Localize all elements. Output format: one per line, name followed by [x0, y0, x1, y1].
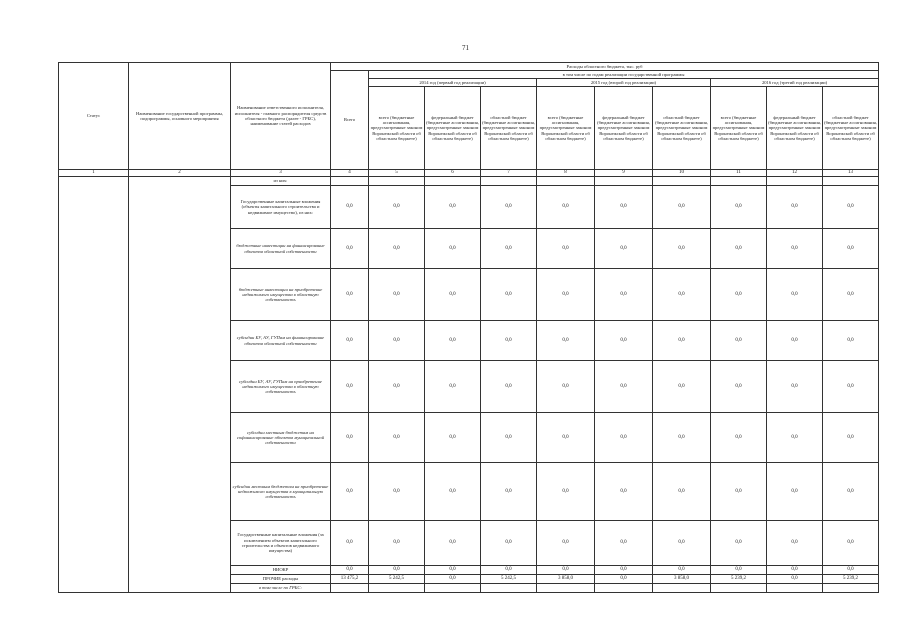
value-cell: 0,0 [767, 361, 823, 413]
value-cell: 0,0 [481, 321, 537, 361]
summary-value: 5 242,5 [369, 575, 425, 584]
value-cell: 0,0 [595, 229, 653, 269]
value-cell: 0,0 [711, 521, 767, 566]
value-cell: 0,0 [595, 413, 653, 463]
summary-value: 0,0 [767, 575, 823, 584]
value-cell: 0,0 [369, 413, 425, 463]
value-cell: 0,0 [481, 229, 537, 269]
value-cell: 0,0 [331, 321, 369, 361]
value-cell: 0,0 [711, 321, 767, 361]
value-cell: 0,0 [711, 361, 767, 413]
value-cell: 0,0 [481, 361, 537, 413]
value-cell: 0,0 [537, 229, 595, 269]
value-cell: 0,0 [425, 186, 481, 229]
header-y2-federal: федеральный бюджет (бюджетные ассигнования, предусмотренные законом Воронежской области об областном бюджете) [595, 87, 653, 170]
header-row-1 [59, 63, 879, 71]
value-cell: 0,0 [767, 463, 823, 521]
value-cell: 0,0 [653, 186, 711, 229]
value-cell: 0,0 [537, 413, 595, 463]
summary-value: 0,0 [653, 566, 711, 575]
value-cell: 0,0 [369, 463, 425, 521]
value-cell: 0,0 [369, 229, 425, 269]
header-y1-federal: федеральный бюджет (бюджетные ассигнования, предусмотренные законом Воронежской области об областном бюджете) [425, 87, 481, 170]
row-label: субсидии БУ, АУ, ГУПам на финансирование объектов областной собственности [231, 321, 331, 361]
summary-value: 5 239,2 [711, 575, 767, 584]
col-number: 6 [425, 170, 481, 177]
summary-label: в том числе по ГРБС: [231, 584, 331, 593]
summary-value: 0,0 [331, 566, 369, 575]
row-label: Государственные капитальные вложения (за исключением объектов капитального строительства и объектов недвижимого имущества) [231, 521, 331, 566]
col-number: 2 [129, 170, 231, 177]
summary-value: 5 242,5 [481, 575, 537, 584]
summary-value: 0,0 [711, 566, 767, 575]
value-cell: 0,0 [331, 413, 369, 463]
value-cell: 0,0 [369, 269, 425, 321]
header-by-years: в том числе по годам реализации государственной программы [369, 71, 879, 79]
summary-value [823, 584, 879, 593]
value-cell: 0,0 [767, 321, 823, 361]
header-year-2016: 2016 год (третий год реализации) [711, 79, 879, 87]
row-label: бюджетные инвестиции на финансирование объектов областной собственности [231, 229, 331, 269]
value-cell: 0,0 [823, 269, 879, 321]
summary-value [767, 584, 823, 593]
value-cell: 0,0 [595, 361, 653, 413]
value-cell: 0,0 [653, 413, 711, 463]
value-cell: 0,0 [823, 413, 879, 463]
value-cell: 0,0 [653, 321, 711, 361]
header-year-2015: 2015 год (второй год реализации) [537, 79, 711, 87]
value-cell: 0,0 [331, 463, 369, 521]
summary-value [369, 584, 425, 593]
value-cell: 0,0 [425, 269, 481, 321]
summary-value: 5 239,2 [823, 575, 879, 584]
value-cell: 0,0 [369, 321, 425, 361]
value-cell: 0,0 [425, 229, 481, 269]
summary-value: 3 858,0 [653, 575, 711, 584]
value-cell: 0,0 [767, 269, 823, 321]
value-cell: 0,0 [369, 186, 425, 229]
header-program-name: Наименование государственной программы, подпрограммы, основного мероприятия [129, 63, 231, 170]
summary-value [537, 584, 595, 593]
summary-label: ПРОЧИЕ расходы [231, 575, 331, 584]
header-status: Статус [59, 63, 129, 170]
col-number: 13 [823, 170, 879, 177]
intro-label: из них: [231, 177, 331, 186]
value-cell: 0,0 [653, 229, 711, 269]
col-number: 3 [231, 170, 331, 177]
summary-value: 0,0 [823, 566, 879, 575]
header-y3-federal: федеральный бюджет (бюджетные ассигнования, предусмотренные законом Воронежской области об областном бюджете) [767, 87, 823, 170]
value-cell: 0,0 [653, 463, 711, 521]
row-label: субсидии БУ, АУ, ГУПам на приобретение недвижимого имущества в областную собственность [231, 361, 331, 413]
value-cell: 0,0 [369, 521, 425, 566]
header-executor: Наименование ответственного исполнителя, исполнителя - главного распорядителя средств областного бюджета (далее - ГРБС), наименование статей расходов [231, 63, 331, 170]
status-cell [59, 177, 129, 593]
value-cell: 0,0 [537, 521, 595, 566]
value-cell: 0,0 [595, 186, 653, 229]
value-cell: 0,0 [537, 463, 595, 521]
summary-value [595, 584, 653, 593]
value-cell: 0,0 [767, 186, 823, 229]
col-number: 12 [767, 170, 823, 177]
value-cell: 0,0 [767, 229, 823, 269]
header-year-2014: 2014 год (первый год реализации) [369, 79, 537, 87]
summary-value: 0,0 [481, 566, 537, 575]
value-cell: 0,0 [823, 361, 879, 413]
header-y1-regional: областной бюджет (бюджетные ассигнования, предусмотренные законом Воронежской области об областном бюджете) [481, 87, 537, 170]
intro-row [59, 177, 879, 186]
header-total: Всего [331, 71, 369, 170]
summary-value [331, 584, 369, 593]
value-cell: 0,0 [767, 521, 823, 566]
header-expenses-title: Расходы областного бюджета, тыс. руб [331, 63, 879, 71]
page-number: 71 [462, 44, 469, 52]
summary-value [425, 584, 481, 593]
summary-value: 13 475,2 [331, 575, 369, 584]
summary-value [711, 584, 767, 593]
value-cell: 0,0 [481, 521, 537, 566]
value-cell: 0,0 [537, 361, 595, 413]
column-numbers-row [59, 170, 879, 177]
value-cell: 0,0 [767, 413, 823, 463]
budget-table [58, 62, 879, 593]
col-number: 8 [537, 170, 595, 177]
summary-value [481, 584, 537, 593]
value-cell: 0,0 [369, 361, 425, 413]
value-cell: 0,0 [823, 521, 879, 566]
summary-value: 0,0 [425, 575, 481, 584]
row-label: субсидии местным бюджетам на приобретение недвижимого имущества в муниципальную собственность [231, 463, 331, 521]
summary-value [653, 584, 711, 593]
value-cell: 0,0 [711, 229, 767, 269]
value-cell: 0,0 [331, 229, 369, 269]
value-cell: 0,0 [331, 186, 369, 229]
program-name-cell [129, 177, 231, 593]
value-cell: 0,0 [425, 321, 481, 361]
summary-value: 0,0 [537, 566, 595, 575]
col-number: 1 [59, 170, 129, 177]
col-number: 4 [331, 170, 369, 177]
value-cell: 0,0 [425, 361, 481, 413]
summary-value: 3 858,0 [537, 575, 595, 584]
value-cell: 0,0 [481, 269, 537, 321]
value-cell: 0,0 [481, 463, 537, 521]
value-cell: 0,0 [711, 413, 767, 463]
row-label: бюджетные инвестиции на приобретение недвижимого имущества в областную собственность [231, 269, 331, 321]
value-cell: 0,0 [331, 361, 369, 413]
header-y2-total: всего (бюджетные ассигнования, предусмотренные законом Воронежской области об областном бюджете) [537, 87, 595, 170]
summary-value: 0,0 [767, 566, 823, 575]
value-cell: 0,0 [595, 321, 653, 361]
value-cell: 0,0 [425, 413, 481, 463]
header-y1-total: всего (бюджетные ассигнования, предусмотренные законом Воронежской области об областном бюджете) [369, 87, 425, 170]
col-number: 9 [595, 170, 653, 177]
summary-value: 0,0 [595, 575, 653, 584]
value-cell: 0,0 [481, 413, 537, 463]
summary-value: 0,0 [369, 566, 425, 575]
row-label: субсидии местным бюджетам на софинансирование объектов муниципальной собственности [231, 413, 331, 463]
value-cell: 0,0 [537, 269, 595, 321]
value-cell: 0,0 [711, 463, 767, 521]
col-number: 7 [481, 170, 537, 177]
value-cell: 0,0 [653, 269, 711, 321]
value-cell: 0,0 [711, 269, 767, 321]
value-cell: 0,0 [653, 361, 711, 413]
value-cell: 0,0 [595, 463, 653, 521]
value-cell: 0,0 [711, 186, 767, 229]
value-cell: 0,0 [823, 463, 879, 521]
header-y3-regional: областной бюджет (бюджетные ассигнования, предусмотренные законом Воронежской области об областном бюджете) [823, 87, 879, 170]
value-cell: 0,0 [595, 269, 653, 321]
value-cell: 0,0 [331, 521, 369, 566]
value-cell: 0,0 [595, 521, 653, 566]
col-number: 10 [653, 170, 711, 177]
header-y2-regional: областной бюджет (бюджетные ассигнования, предусмотренные законом Воронежской области об областном бюджете) [653, 87, 711, 170]
value-cell: 0,0 [425, 463, 481, 521]
value-cell: 0,0 [425, 521, 481, 566]
col-number: 5 [369, 170, 425, 177]
value-cell: 0,0 [823, 321, 879, 361]
value-cell: 0,0 [331, 269, 369, 321]
summary-value: 0,0 [425, 566, 481, 575]
value-cell: 0,0 [537, 186, 595, 229]
value-cell: 0,0 [481, 186, 537, 229]
value-cell: 0,0 [653, 521, 711, 566]
header-y3-total: всего (бюджетные ассигнования, предусмотренные законом Воронежской области об областном бюджете) [711, 87, 767, 170]
summary-value: 0,0 [595, 566, 653, 575]
summary-label: НИОКР [231, 566, 331, 575]
value-cell: 0,0 [823, 229, 879, 269]
value-cell: 0,0 [823, 186, 879, 229]
col-number: 11 [711, 170, 767, 177]
row-label: Государственные капитальные вложения (объекты капитального строительства и недвижимое имущество), из них: [231, 186, 331, 229]
value-cell: 0,0 [537, 321, 595, 361]
